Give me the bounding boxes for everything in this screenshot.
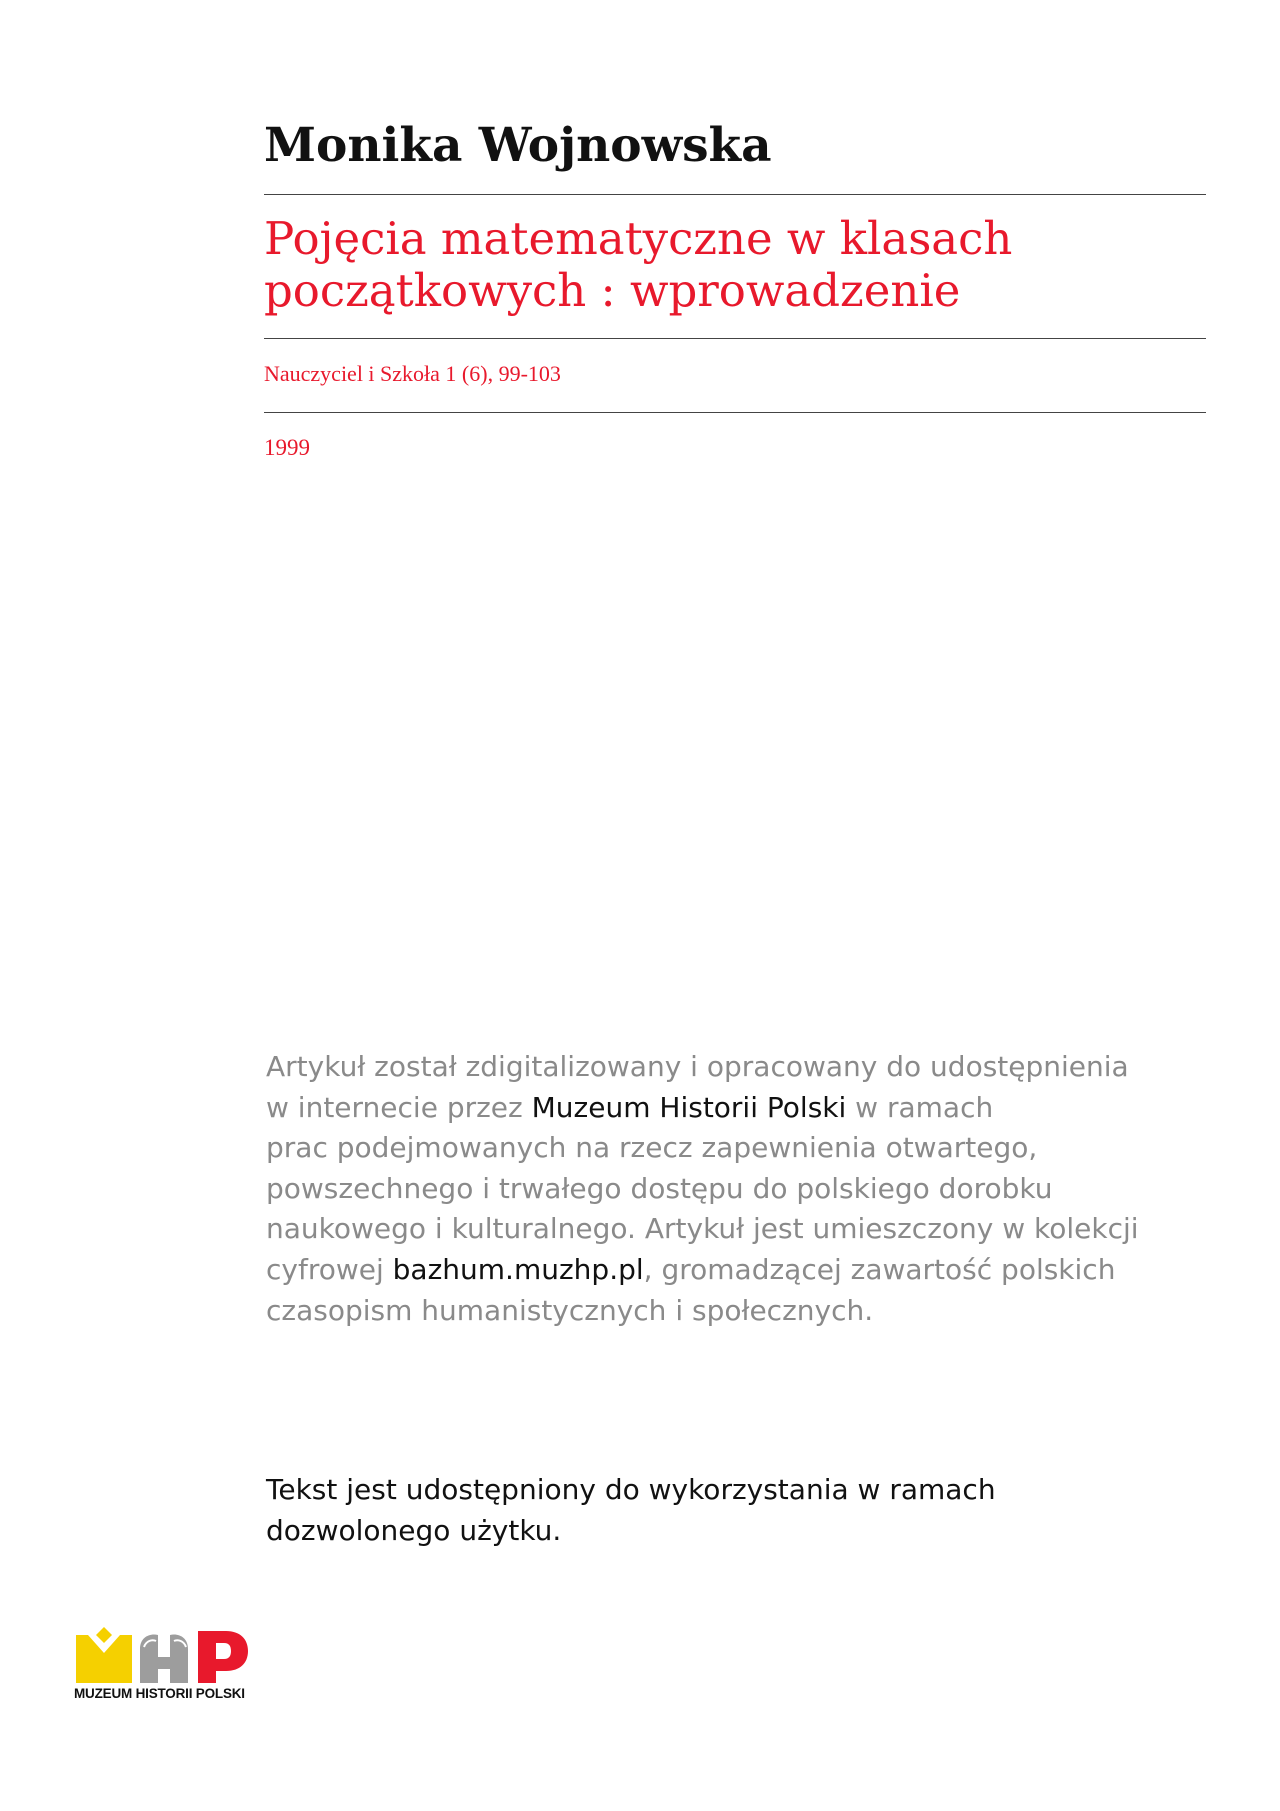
license-line: dozwolonego użytku. bbox=[266, 1513, 562, 1547]
notice-line bbox=[266, 1250, 1226, 1291]
notice-text: w internecie przez bbox=[266, 1090, 532, 1124]
notice-line bbox=[266, 1088, 1226, 1129]
notice-line: powszechnego i trwałego dostępu do polskiego dorobku bbox=[266, 1171, 1053, 1205]
license-line: Tekst jest udostępniony do wykorzystania w ramach bbox=[266, 1473, 996, 1506]
notice-line: czasopism humanistycznych i społecznych. bbox=[266, 1293, 874, 1327]
license-notice bbox=[266, 1470, 1226, 1551]
notice-line: Artykuł został zdigitalizowany i opracowany do udostępnienia bbox=[266, 1050, 1129, 1083]
digitization-notice bbox=[266, 1047, 1226, 1331]
divider-top bbox=[264, 194, 1206, 195]
notice-text: w ramach bbox=[846, 1090, 994, 1124]
divider-title bbox=[264, 338, 1206, 339]
divider-citation bbox=[264, 412, 1206, 413]
museum-logo-text: MUZEUM HISTORII POLSKI bbox=[74, 1686, 245, 1701]
journal-citation: Nauczyciel i Szkoła 1 (6), 99-103 bbox=[264, 361, 561, 386]
notice-text: , gromadzącej zawartość polskich bbox=[643, 1252, 1116, 1286]
notice-line: naukowego i kulturalnego. Artykuł jest umieszczony w kolekcji bbox=[266, 1212, 1139, 1246]
museum-link[interactable]: Muzeum Historii Polski bbox=[531, 1090, 847, 1124]
article-title-line-2: początkowych : wprowadzenie bbox=[264, 264, 961, 317]
article-title bbox=[264, 213, 1204, 317]
article-title-line-1: Pojęcia matematyczne w klasach bbox=[264, 212, 1013, 265]
publication-year: 1999 bbox=[264, 435, 310, 460]
notice-line: prac podejmowanych na rzecz zapewnienia otwartego, bbox=[266, 1131, 1038, 1165]
author-name: Monika Wojnowska bbox=[264, 118, 772, 173]
museum-logo-mark-icon bbox=[74, 1627, 274, 1687]
notice-text: cyfrowej bbox=[266, 1252, 393, 1286]
bazhum-link[interactable]: bazhum.muzhp.pl bbox=[392, 1252, 644, 1286]
